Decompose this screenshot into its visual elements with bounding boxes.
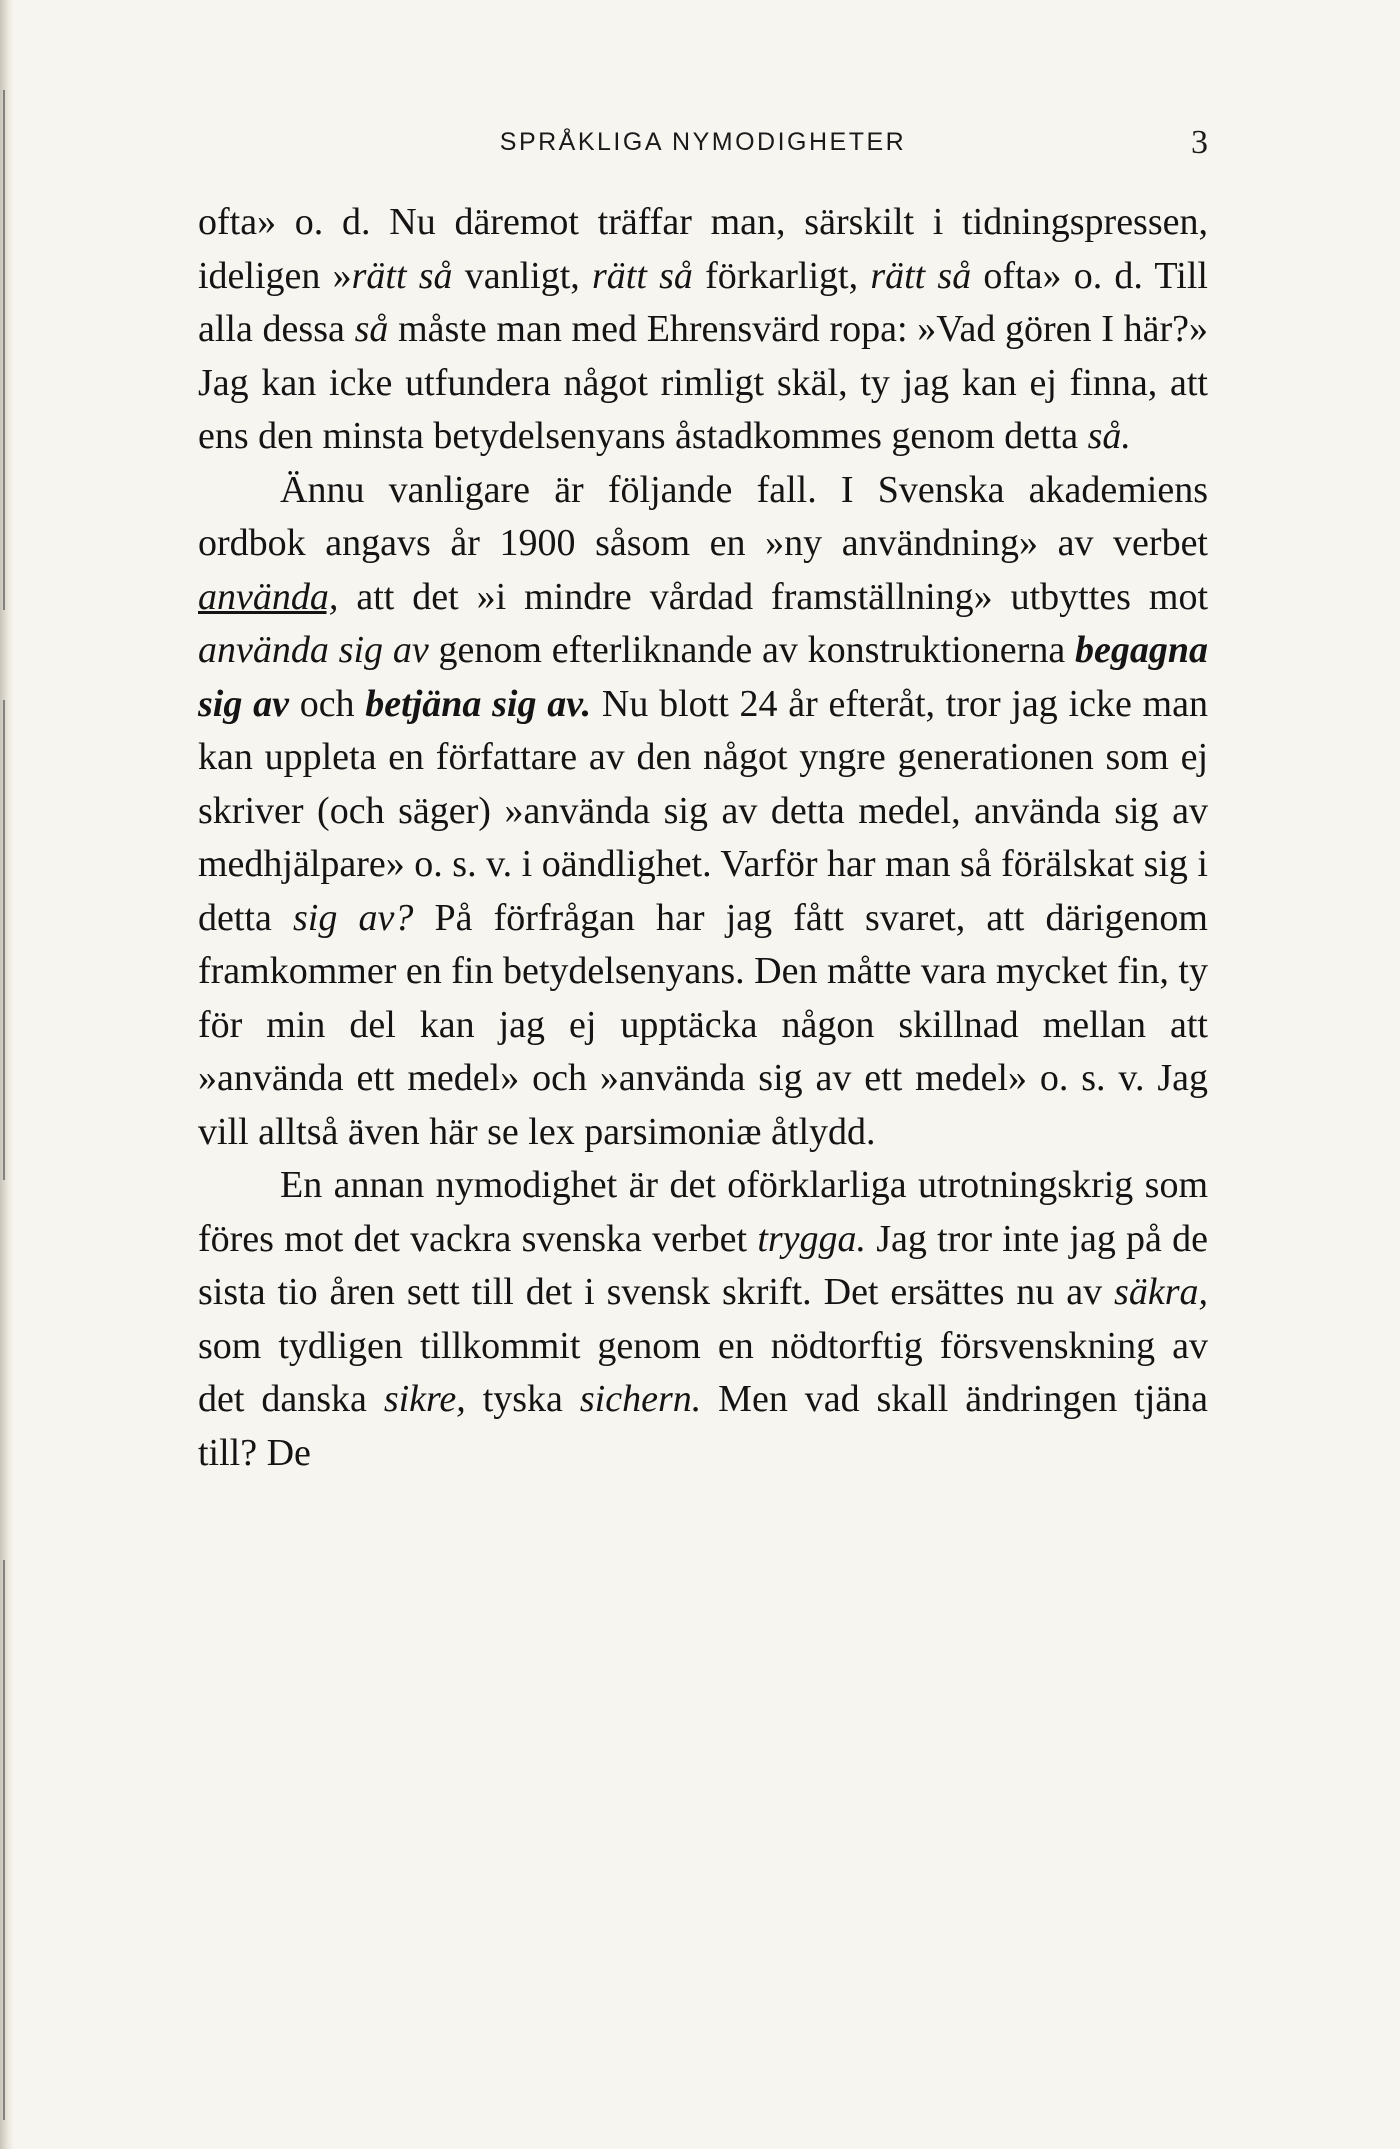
page-number: 3 xyxy=(1191,124,1208,161)
text-segment: En annan nymodighet är det oförklarliga utrotningskrig som föres mot det vackra svenska verbet xyxy=(198,1164,1208,1260)
text-segment: Ännu vanligare är följande fall. I Svenska akademiens ordbok angavs år 1900 såsom en »ny användning» av verbet xyxy=(198,468,1208,564)
text-segment: vanligt, xyxy=(452,254,592,297)
text-segment: ofta» o. d. Nu däremot träffar man, särskilt i tidningspressen, ideligen » xyxy=(198,201,1208,297)
text-segment: På förfrågan har jag fått svaret, att därigenom framkommer en fin betydelsenyans. Den måtte vara mycket fin, ty för min del kan jag ej upptäcka någon skillnad mellan att »använda ett medel» och »använda sig av ett medel» o. s. v. Jag vill alltså även här se lex parsimoniæ åtlydd. xyxy=(198,896,1208,1153)
text-segment-italic: trygga. xyxy=(757,1217,867,1260)
text-segment-italic: rätt så xyxy=(351,254,453,297)
text-segment-italic: rätt så xyxy=(870,254,972,297)
text-segment-italic: säkra, xyxy=(1114,1271,1208,1313)
page-header xyxy=(198,124,1208,168)
paragraph xyxy=(198,196,1208,464)
binding-edge-mark xyxy=(3,90,5,610)
text-segment-underlined: använda, xyxy=(198,575,339,618)
text-segment-bold-italic: begagna sig av xyxy=(198,629,1208,725)
binding-edge-mark xyxy=(3,700,5,1180)
text-segment: och xyxy=(288,682,366,725)
text-segment-italic: så xyxy=(354,308,389,350)
text-segment-italic: rätt så xyxy=(591,254,693,297)
binding-edge-mark xyxy=(3,1560,5,2120)
running-head: SPRÅKLIGA NYMODIGHETER xyxy=(499,128,907,156)
text-segment: Men vad skall ändringen tjäna till? De xyxy=(198,1378,1208,1474)
text-segment: genom efterliknande av konstruktionerna xyxy=(428,629,1075,671)
text-segment-italic: sikre, xyxy=(383,1378,466,1420)
text-segment: måste man med Ehrensvärd ropa: »Vad gören I här?» Jag kan icke utfundera något rimligt skäl, ty jag kan ej finna, att ens den minsta betydelsenyans åstadkommes genom detta xyxy=(198,308,1209,457)
text-segment-italic: använda sig av xyxy=(198,629,429,671)
text-segment: som tydligen tillkommit genom en nödtorftig försvenskning av det danska xyxy=(198,1324,1208,1420)
text-segment: förkarligt, xyxy=(692,254,871,297)
text-segment-italic: så. xyxy=(1087,415,1131,457)
text-segment: Jag tror inte jag på de sista tio åren sett till det i svensk skrift. Det ersättes nu av xyxy=(198,1217,1208,1313)
text-segment-bold-italic: betjäna sig av. xyxy=(365,682,592,725)
body-text xyxy=(198,196,1208,1480)
text-segment-italic: sig av? xyxy=(292,896,414,939)
text-segment: Nu blott 24 år efteråt, tror jag icke man kan uppleta en författare av den något yngre generationen som ej skriver (och säger) »använda sig av detta medel, använda sig av medhjälpare» o. s. v. i oändlighet. Varför har man så förälskat sig i detta xyxy=(198,682,1208,939)
paragraph xyxy=(198,1159,1208,1480)
text-segment-italic: sichern. xyxy=(579,1378,702,1420)
text-segment: ofta» o. d. Till alla dessa xyxy=(198,254,1208,350)
text-segment: att det »i mindre vårdad framställning» utbyttes mot xyxy=(338,575,1208,618)
text-segment: tyska xyxy=(465,1378,580,1420)
paragraph xyxy=(198,464,1208,1160)
